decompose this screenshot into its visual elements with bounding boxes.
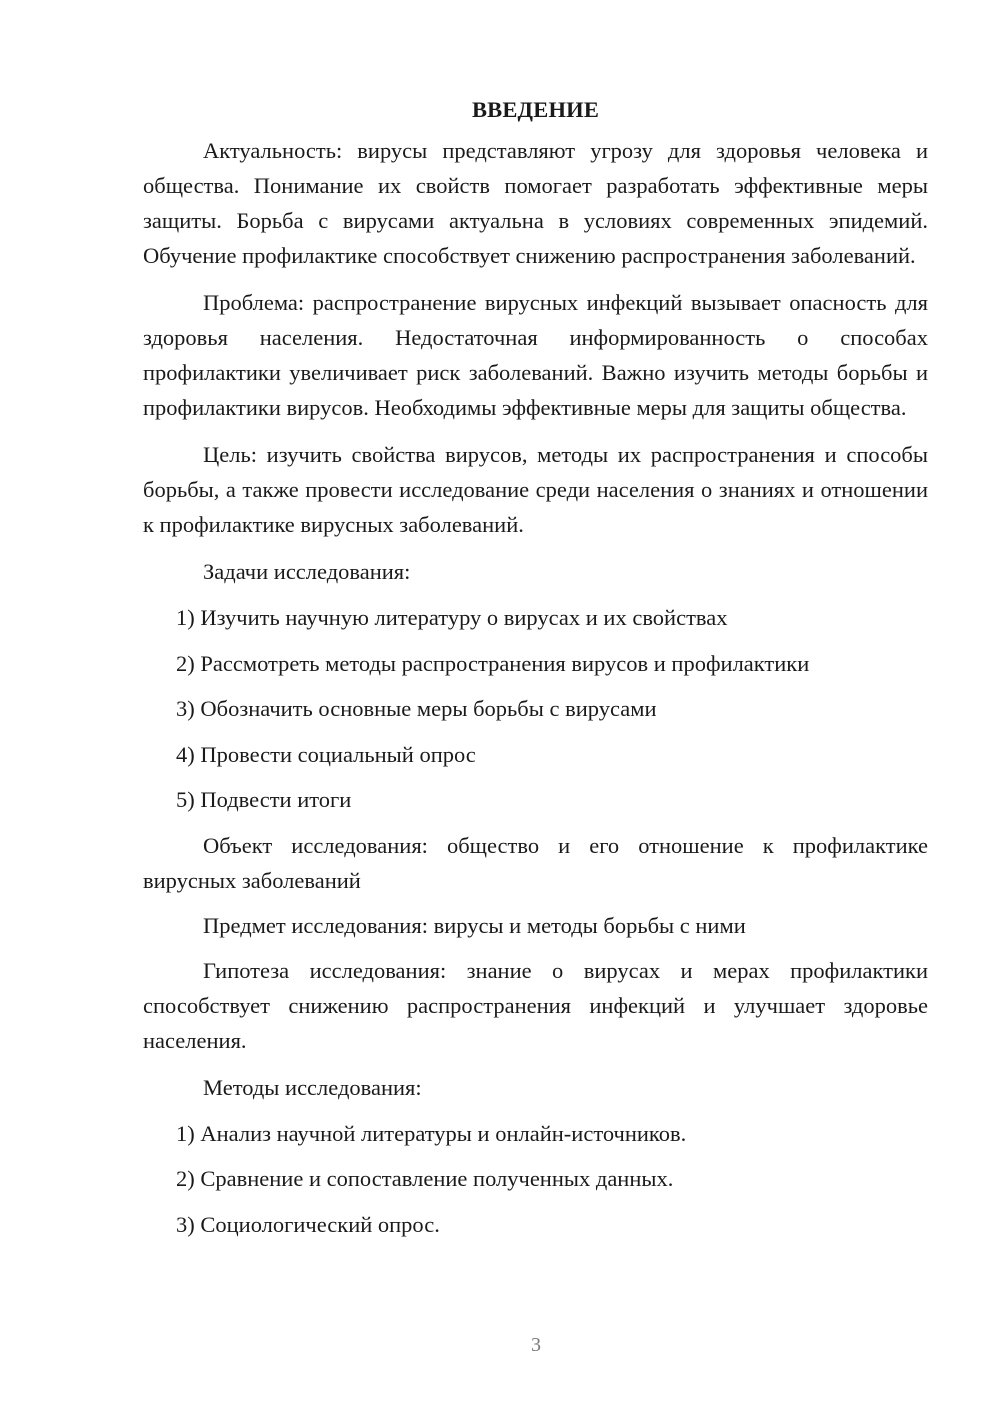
goal-paragraph: Цель: изучить свойства вирусов, методы их распространения и способы борьбы, а также провести исследование среди населения о знаниях и отношении к профилактике вирусных заболеваний. [143, 442, 928, 537]
subject-paragraph: Предмет исследования: вирусы и методы борьбы с ними [203, 912, 746, 938]
section-title: ВВЕДЕНИЕ [471, 97, 600, 122]
task-item: 3) Обозначить основные меры борьбы с вирусами [176, 696, 657, 721]
tasks-list [143, 600, 928, 817]
methods-list [143, 1116, 928, 1242]
method-item: 2) Сравнение и сопоставление полученных данных. [176, 1166, 674, 1191]
relevance-paragraph: Актуальность: вирусы представляют угрозу для здоровья человека и общества. Понимание их свойств помогает разработать эффективные меры защиты. Борьба с вирусами актуальна в условиях современных эпидемий. Обучение профилактике способствует снижению распространения заболеваний. [143, 138, 928, 268]
task-item: 4) Провести социальный опрос [176, 741, 476, 767]
method-item: 1) Анализ научной литературы и онлайн-источников. [176, 1120, 687, 1146]
methods-label: Методы исследования: [203, 1074, 422, 1100]
problem-paragraph: Проблема: распространение вирусных инфекций вызывает опасность для здоровья населения. Недостаточная информированность о способах профилактики увеличивает риск заболеваний. Важно изучить методы борьбы и профилактики вирусов. Необходимы эффективные меры для защиты общества. [143, 290, 928, 420]
task-item: 1) Изучить научную литературу о вирусах и их свойствах [176, 605, 728, 630]
page-content [143, 92, 928, 1252]
page-number: 3 [531, 1334, 541, 1356]
object-paragraph: Объект исследования: общество и его отношение к профилактике вирусных заболеваний [143, 832, 928, 893]
task-item: 2) Рассмотреть методы распространения вирусов и профилактики [176, 650, 810, 676]
method-item: 3) Социологический опрос. [176, 1211, 440, 1237]
hypothesis-paragraph: Гипотеза исследования: знание о вирусах и мерах профилактики способствует снижению распространения инфекций и улучшает здоровье населения. [143, 957, 928, 1053]
task-item: 5) Подвести итоги [176, 787, 352, 812]
tasks-label: Задачи исследования: [203, 559, 411, 584]
